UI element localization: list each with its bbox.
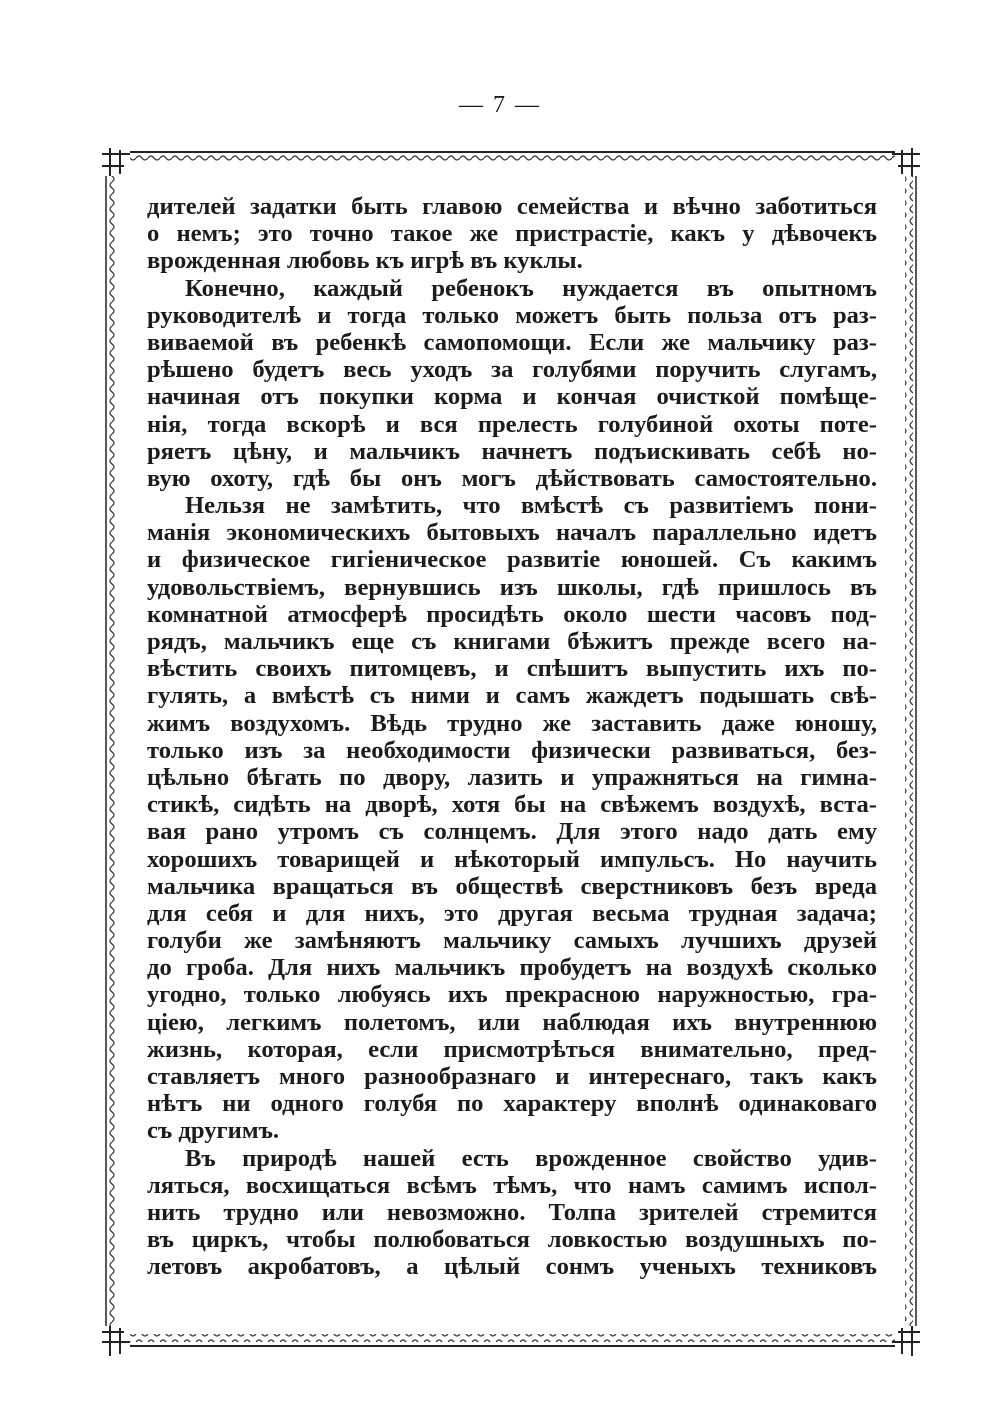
text-line: летовъ акробатовъ, а цѣлый сонмъ ученыхъ техниковъ — [147, 1253, 877, 1281]
text-line: о немъ; это точно такое же пристрастіе, какъ у дѣвочекъ — [147, 220, 877, 248]
text-line: въ циркъ, чтобы полюбоваться ловкостью воздушныхъ по- — [147, 1226, 877, 1254]
corner-ornament-top-right — [892, 148, 920, 176]
corner-ornament-bottom-right — [892, 1326, 920, 1356]
text-line: нить трудно или невозможно. Толпа зрителей стремится — [147, 1198, 877, 1226]
text-line: ціею, легкимъ полетомъ, или наблюдая ихъ внутреннюю — [147, 1008, 877, 1036]
corner-ornament-bottom-left — [102, 1326, 130, 1356]
text-line: виваемой въ ребенкѣ самопомощи. Если же мальчику раз- — [147, 328, 877, 356]
text-line: стикѣ, сидѣть на дворѣ, хотя бы на свѣжемъ воздухѣ, вста- — [147, 791, 877, 819]
text-line: и физическое гигіеническое развитіе юношей. Съ какимъ — [147, 546, 877, 574]
text-line: дителей задатки быть главою семейства и вѣчно заботиться — [147, 193, 877, 220]
text-line: врожденная любовь къ игрѣ въ куклы. — [147, 247, 583, 275]
text-line: гулять, а вмѣстѣ съ ними и самъ жаждетъ подышать свѣ- — [147, 682, 877, 710]
text-line: Нельзя не замѣтить, что вмѣстѣ съ развитіемъ пони- — [185, 492, 877, 520]
body-text — [147, 193, 877, 1281]
text-line: съ другимъ. — [147, 1117, 280, 1145]
text-line: вѣстить своихъ питомцевъ, и спѣшитъ выпустить ихъ по- — [147, 655, 877, 683]
text-line: хорошихъ товарищей и нѣкоторый импульсъ. Но научить — [147, 845, 877, 873]
text-line: жизнь, которая, если присмотрѣться внимательно, пред- — [147, 1035, 877, 1063]
text-line: рѣшено будетъ весь уходъ за голубями поручить слугамъ, — [147, 356, 877, 384]
text-line: угодно, только любуясь ихъ прекрасною наружностью, гра- — [147, 981, 877, 1009]
text-line: Въ природѣ нашей есть врожденное свойство удив- — [185, 1144, 877, 1172]
text-line: для себя и для нихъ, это другая весьма трудная задача; — [147, 899, 877, 927]
text-line: комнатной атмосферѣ просидѣть около шести часовъ под- — [147, 600, 877, 628]
text-line: цѣльно бѣгать по двору, лазить и упражняться на гимна- — [147, 763, 877, 791]
text-line: Конечно, каждый ребенокъ нуждается въ опытномъ — [185, 274, 877, 302]
text-line: вая рано утромъ съ солнцемъ. Для этого надо дать ему — [147, 818, 877, 846]
text-line: руководителѣ и тогда только можетъ быть польза отъ раз- — [147, 301, 877, 329]
text-line: нѣтъ ни одного голубя по характеру вполнѣ одинаковаго — [147, 1090, 877, 1118]
text-line: вую охоту, гдѣ бы онъ могъ дѣйствовать самостоятельно. — [147, 464, 877, 492]
text-line: манія экономическихъ бытовыхъ началъ параллельно идетъ — [147, 519, 877, 547]
text-line: ставляетъ много разнообразнаго и интереснаго, такъ какъ — [147, 1063, 877, 1090]
text-line: мальчика вращаться въ обществѣ сверстниковъ безъ вреда — [147, 872, 877, 900]
text-line: до гроба. Для нихъ мальчикъ пробудетъ на воздухѣ сколько — [147, 954, 877, 982]
corner-ornament-top-left — [102, 148, 130, 176]
text-line: ляться, восхищаться всѣмъ тѣмъ, что намъ самимъ испол- — [147, 1171, 877, 1199]
text-line: начиная отъ покупки корма и кончая очисткой помѣще- — [147, 383, 877, 411]
text-line: нія, тогда вскорѣ и вся прелесть голубиной охоты поте- — [147, 410, 877, 438]
text-line: удовольствіемъ, вернувшись изъ школы, гдѣ пришлось въ — [147, 573, 877, 601]
text-line: жимъ воздухомъ. Вѣдь трудно же заставить даже юношу, — [147, 709, 877, 737]
page-number: — 7 — — [459, 92, 541, 118]
text-line: рядъ, мальчикъ еще съ книгами бѣжитъ прежде всего на- — [147, 628, 877, 655]
text-line: только изъ за необходимости физически развиваться, без- — [147, 736, 877, 764]
text-line: ряетъ цѣну, и мальчикъ начнетъ подъискивать себѣ но- — [147, 437, 877, 465]
text-line: голуби же замѣняютъ мальчику самыхъ лучшихъ друзей — [147, 927, 877, 955]
